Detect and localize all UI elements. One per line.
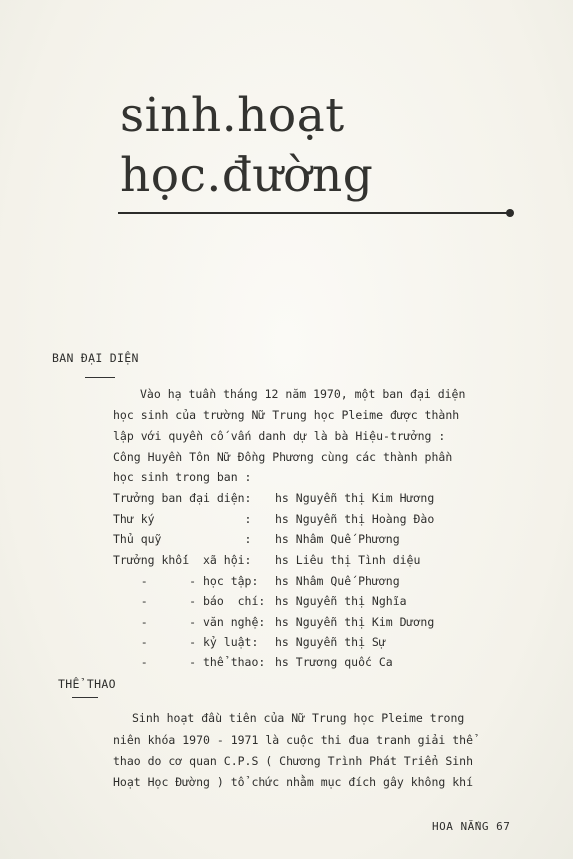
roster-role: - - thể thao: [113, 655, 266, 669]
roster-name: hs Liêu thị Tình diệu [275, 553, 421, 567]
roster-role: Trưởng ban đại diện: [113, 491, 252, 505]
roster-name: hs Nguyễn thị Sự [275, 635, 386, 649]
roster-name: hs Nguyễn thị Kim Dương [275, 615, 435, 629]
roster-role: - - báo chí: [113, 594, 266, 608]
page-title-line-1: sinh.hoạt [120, 88, 345, 143]
roster-role: - - văn nghệ: [113, 615, 266, 629]
section-heading-underline [85, 377, 115, 378]
paragraph-line: lập với quyền cố vấn danh dự là bà Hiệu-trưởng : [113, 429, 446, 443]
roster-name: hs Nguyễn thị Hoàng Đào [275, 512, 435, 526]
paragraph-line: Hoạt Học Đường ) tổ chức nhằm mục đích gây không khí [113, 775, 474, 789]
roster-name: hs Nhâm Quế Phương [275, 532, 400, 546]
roster-role: - - học tập: [113, 574, 259, 588]
section-heading-the-thao: THỂ THAO [58, 677, 116, 691]
paragraph-line: niên khóa 1970 - 1971 là cuộc thi đua tranh giải thể [113, 733, 474, 747]
paragraph-line: Vào hạ tuần tháng 12 năm 1970, một ban đại diện [140, 387, 466, 401]
roster-role: Trưởng khối xã hội: [113, 553, 252, 567]
roster-role: Thủ quỹ : [113, 532, 252, 546]
roster-role: Thư ký : [113, 512, 252, 526]
paragraph-line: học sinh trong ban : [113, 470, 252, 484]
page-footer: HOA NẮNG 67 [432, 820, 511, 833]
page-title-line-2: học.đường [120, 148, 374, 203]
paragraph-line: thao do cơ quan C.P.S ( Chương Trình Phát Triển Sinh [113, 754, 474, 768]
section-heading-underline [72, 697, 98, 698]
roster-role: - - kỷ luật: [113, 635, 259, 649]
roster-name: hs Nguyễn thị Kim Hương [275, 491, 435, 505]
title-underline-dot [506, 209, 514, 217]
roster-name: hs Nguyễn thị Nghĩa [275, 594, 407, 608]
paragraph-line: học sinh của trường Nữ Trung học Pleime được thành [113, 408, 460, 422]
roster-name: hs Trương quốc Ca [275, 655, 393, 669]
title-underline [118, 212, 511, 214]
section-heading-ban-dai-dien: BAN ĐẠI DIỆN [52, 351, 139, 365]
roster-name: hs Nhâm Quế Phương [275, 574, 400, 588]
paragraph-line: Sinh hoạt đầu tiên của Nữ Trung học Pleime trong [132, 711, 465, 725]
paragraph-line: Công Huyền Tôn Nữ Đồng Phương cùng các thành phần [113, 450, 453, 464]
